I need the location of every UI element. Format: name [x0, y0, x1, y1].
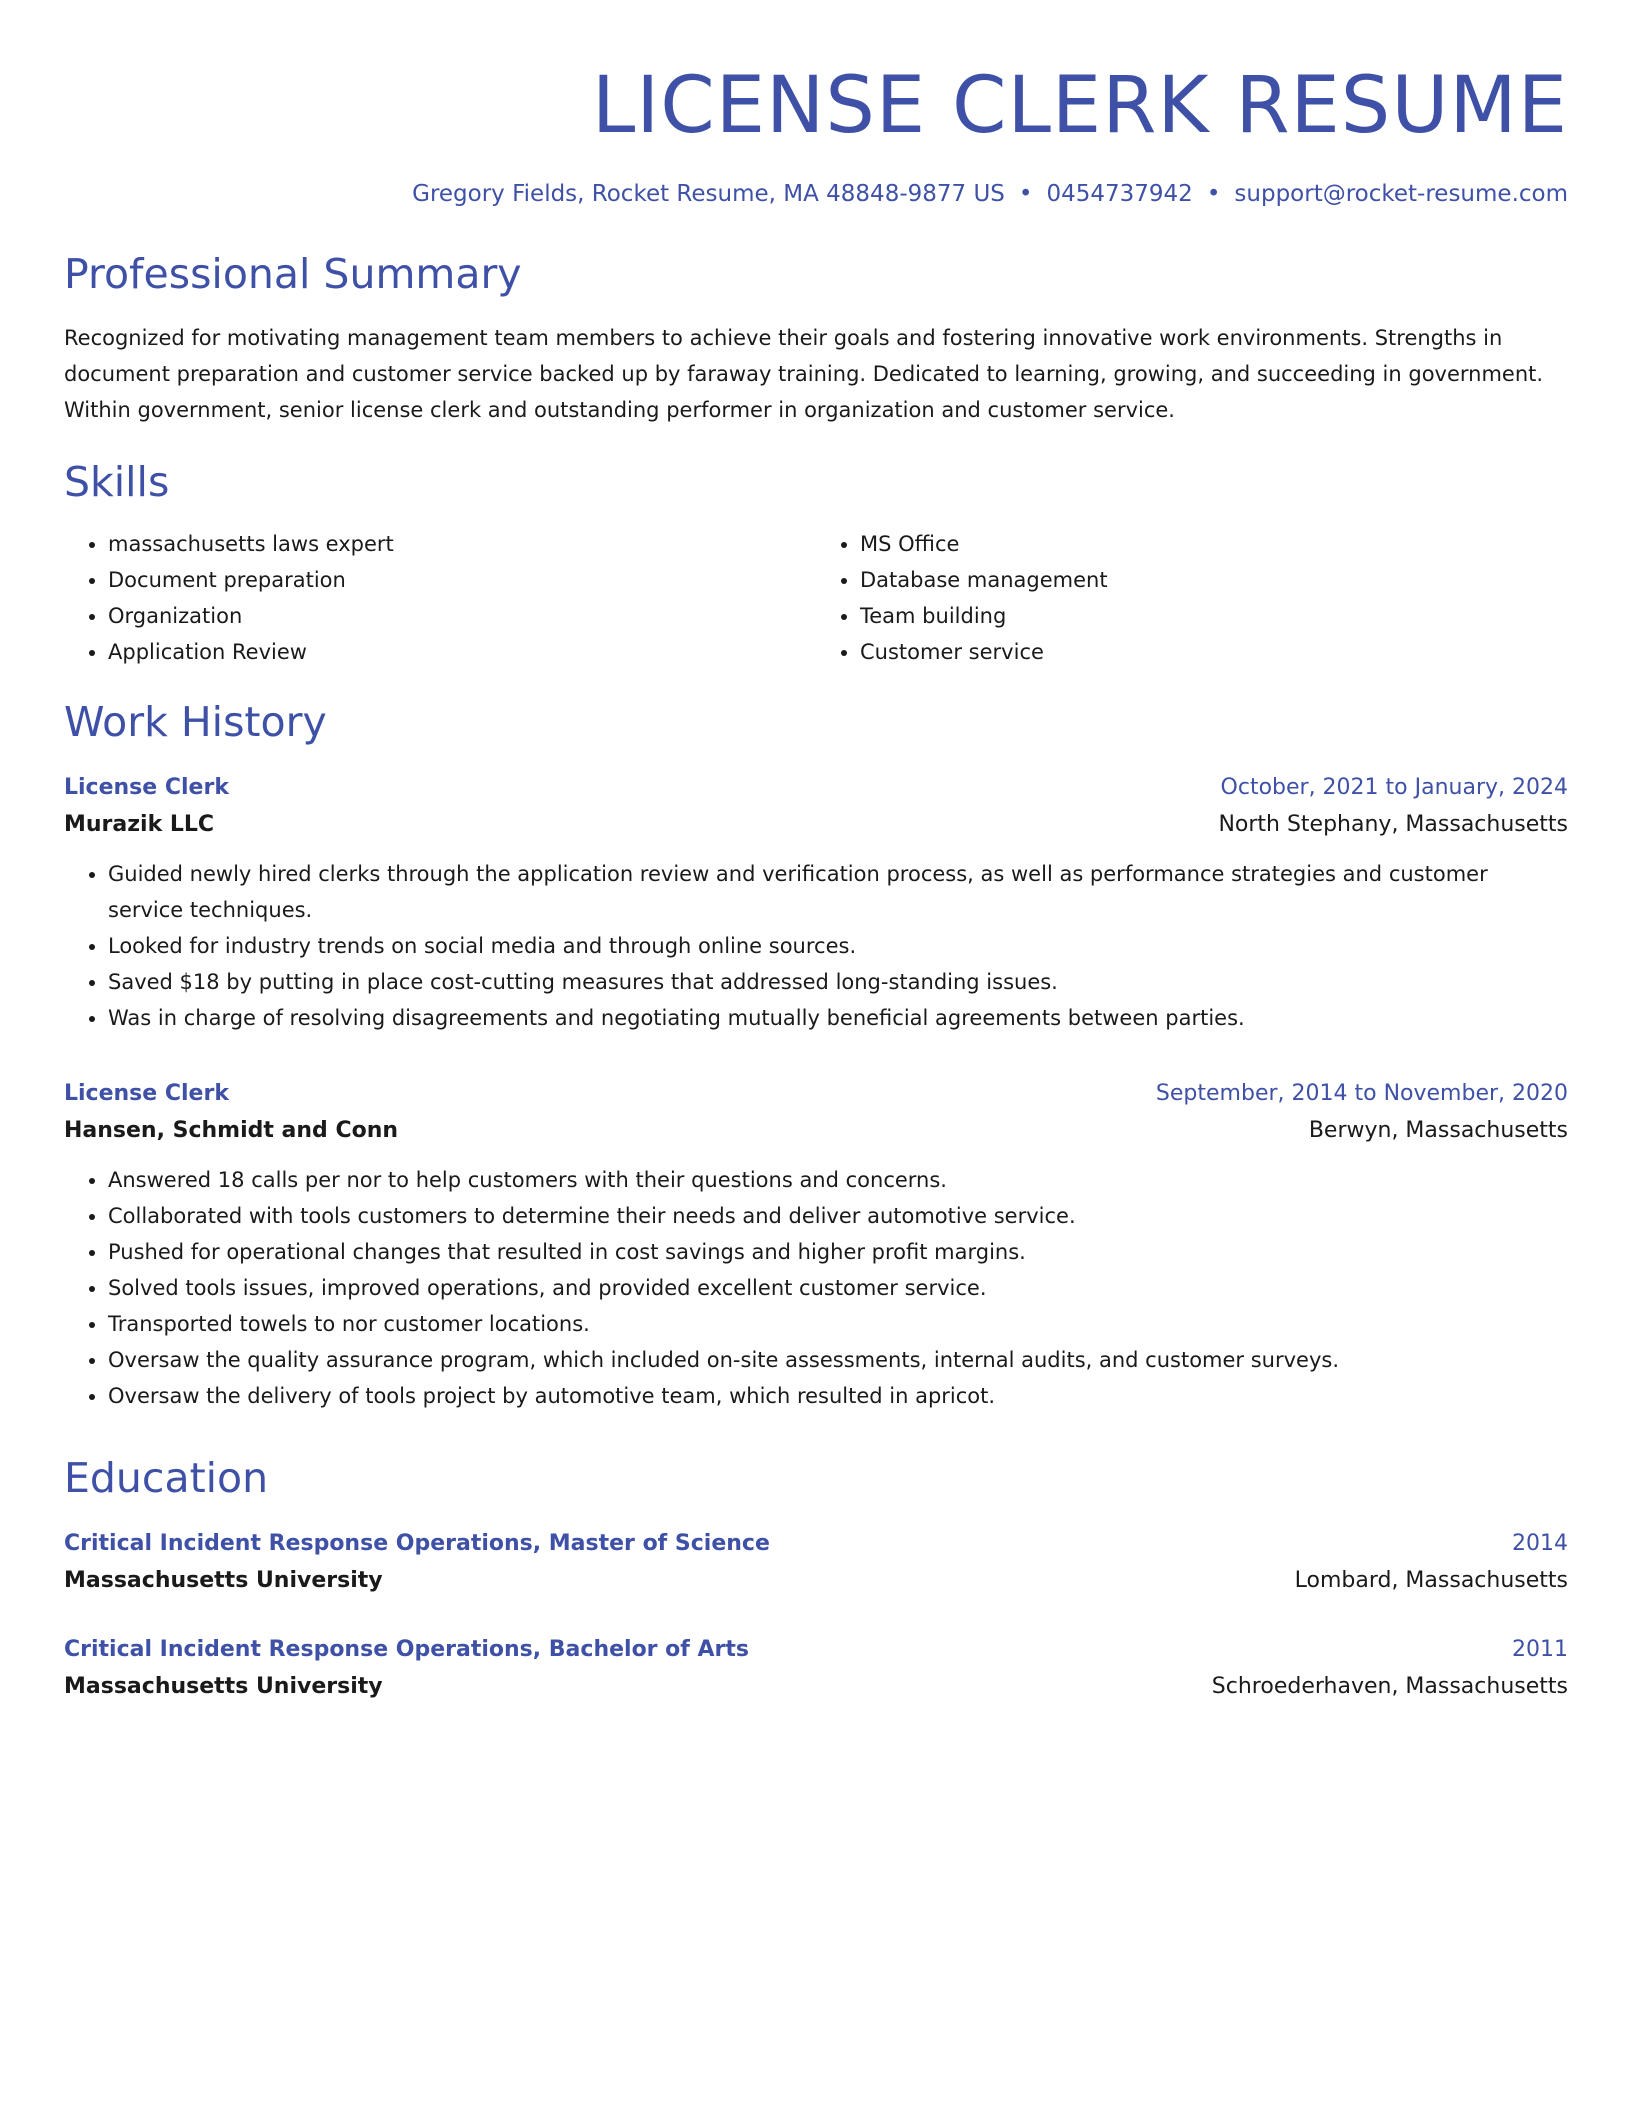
skill-item: • massachusetts laws expert	[108, 526, 816, 562]
contact-separator: •	[1018, 181, 1033, 207]
education-entry	[64, 1632, 1568, 1706]
education-location: Lombard, Massachusetts	[1294, 1568, 1568, 1593]
work-history-heading: Work History	[64, 698, 327, 746]
education-degree: Critical Incident Response Operations, Bachelor of Arts	[64, 1637, 750, 1662]
education-degree: Critical Incident Response Operations, Master of Science	[64, 1531, 770, 1556]
education-school: Massachusetts University	[64, 1674, 383, 1699]
education-degree-row	[64, 1526, 1568, 1562]
job-bullet: • Oversaw the quality assurance program, which included on-site assessments, internal audits, and customer surveys.	[108, 1342, 1568, 1378]
education-section	[64, 1452, 1568, 1706]
contact-address: Gregory Fields, Rocket Resume, MA 48848-9877 US	[412, 181, 1005, 207]
job-company-row	[64, 1112, 1568, 1150]
job-bullet: • Pushed for operational changes that resulted in cost savings and higher profit margins.	[108, 1234, 1568, 1270]
skills-heading: Skills	[64, 458, 170, 506]
summary-section	[64, 248, 1568, 428]
skills-section	[64, 456, 1568, 670]
job-title: License Clerk	[64, 1081, 229, 1106]
skill-item: • Customer service	[860, 634, 1568, 670]
education-location: Schroederhaven, Massachusetts	[1211, 1674, 1568, 1699]
education-entry	[64, 1526, 1568, 1600]
contact-email: support@rocket-resume.com	[1234, 181, 1568, 207]
skill-item: • Database management	[860, 562, 1568, 598]
skills-list-left	[64, 526, 816, 670]
skills-columns	[64, 526, 1568, 670]
job-bullet: • Guided newly hired clerks through the application review and verification process, as well as performance strategies and customer service techniques.	[108, 856, 1568, 928]
job-company: Hansen, Schmidt and Conn	[64, 1118, 399, 1143]
skill-item: • Organization	[108, 598, 816, 634]
job-bullet: • Oversaw the delivery of tools project by automotive team, which resulted in apricot.	[108, 1378, 1568, 1414]
education-heading: Education	[64, 1454, 269, 1502]
summary-text: Recognized for motivating management team members to achieve their goals and fostering innovative work environments. Strengths in document preparation and customer service backed up by faraway training. Dedicated to learning, growing, and succeeding in government. Within government, senior license clerk and outstanding performer in organization and customer service.	[64, 326, 1544, 422]
work-history-section	[64, 696, 1568, 1414]
job-bullet: • Transported towels to nor customer locations.	[108, 1306, 1568, 1342]
job-title: License Clerk	[64, 775, 229, 800]
job-dates: October, 2021 to January, 2024	[1220, 775, 1568, 800]
job-entry	[64, 770, 1568, 1036]
job-title-row	[64, 1076, 1568, 1112]
job-bullets	[64, 856, 1568, 1036]
job-dates: September, 2014 to November, 2020	[1155, 1081, 1568, 1106]
job-bullet: • Looked for industry trends on social media and through online sources.	[108, 928, 1568, 964]
job-company: Murazik LLC	[64, 812, 215, 837]
contact-phone: 0454737942	[1046, 181, 1193, 207]
summary-heading: Professional Summary	[64, 250, 522, 298]
job-location: Berwyn, Massachusetts	[1308, 1118, 1568, 1143]
contact-line	[64, 178, 1568, 210]
job-bullet: • Collaborated with tools customers to determine their needs and deliver automotive service.	[108, 1198, 1568, 1234]
skill-item: • Application Review	[108, 634, 816, 670]
job-bullet: • Answered 18 calls per nor to help customers with their questions and concerns.	[108, 1162, 1568, 1198]
education-year: 2014	[1512, 1531, 1568, 1556]
skill-item: • Team building	[860, 598, 1568, 634]
education-school-row	[64, 1668, 1568, 1706]
skills-list-right	[816, 526, 1568, 670]
job-bullet: • Saved $18 by putting in place cost-cutting measures that addressed long-standing issues.	[108, 964, 1568, 1000]
job-bullet: • Was in charge of resolving disagreements and negotiating mutually beneficial agreements between parties.	[108, 1000, 1568, 1036]
job-entry	[64, 1076, 1568, 1414]
job-title-row	[64, 770, 1568, 806]
education-year: 2011	[1512, 1637, 1568, 1662]
skill-item: • MS Office	[860, 526, 1568, 562]
job-bullets	[64, 1162, 1568, 1414]
job-bullet: • Solved tools issues, improved operations, and provided excellent customer service.	[108, 1270, 1568, 1306]
education-degree-row	[64, 1632, 1568, 1668]
education-school: Massachusetts University	[64, 1568, 383, 1593]
resume-header	[64, 56, 1568, 210]
contact-separator: •	[1206, 181, 1221, 207]
resume-title: LICENSE CLERK RESUME	[591, 61, 1568, 151]
job-location: North Stephany, Massachusetts	[1218, 812, 1568, 837]
education-school-row	[64, 1562, 1568, 1600]
job-company-row	[64, 806, 1568, 844]
skill-item: • Document preparation	[108, 562, 816, 598]
